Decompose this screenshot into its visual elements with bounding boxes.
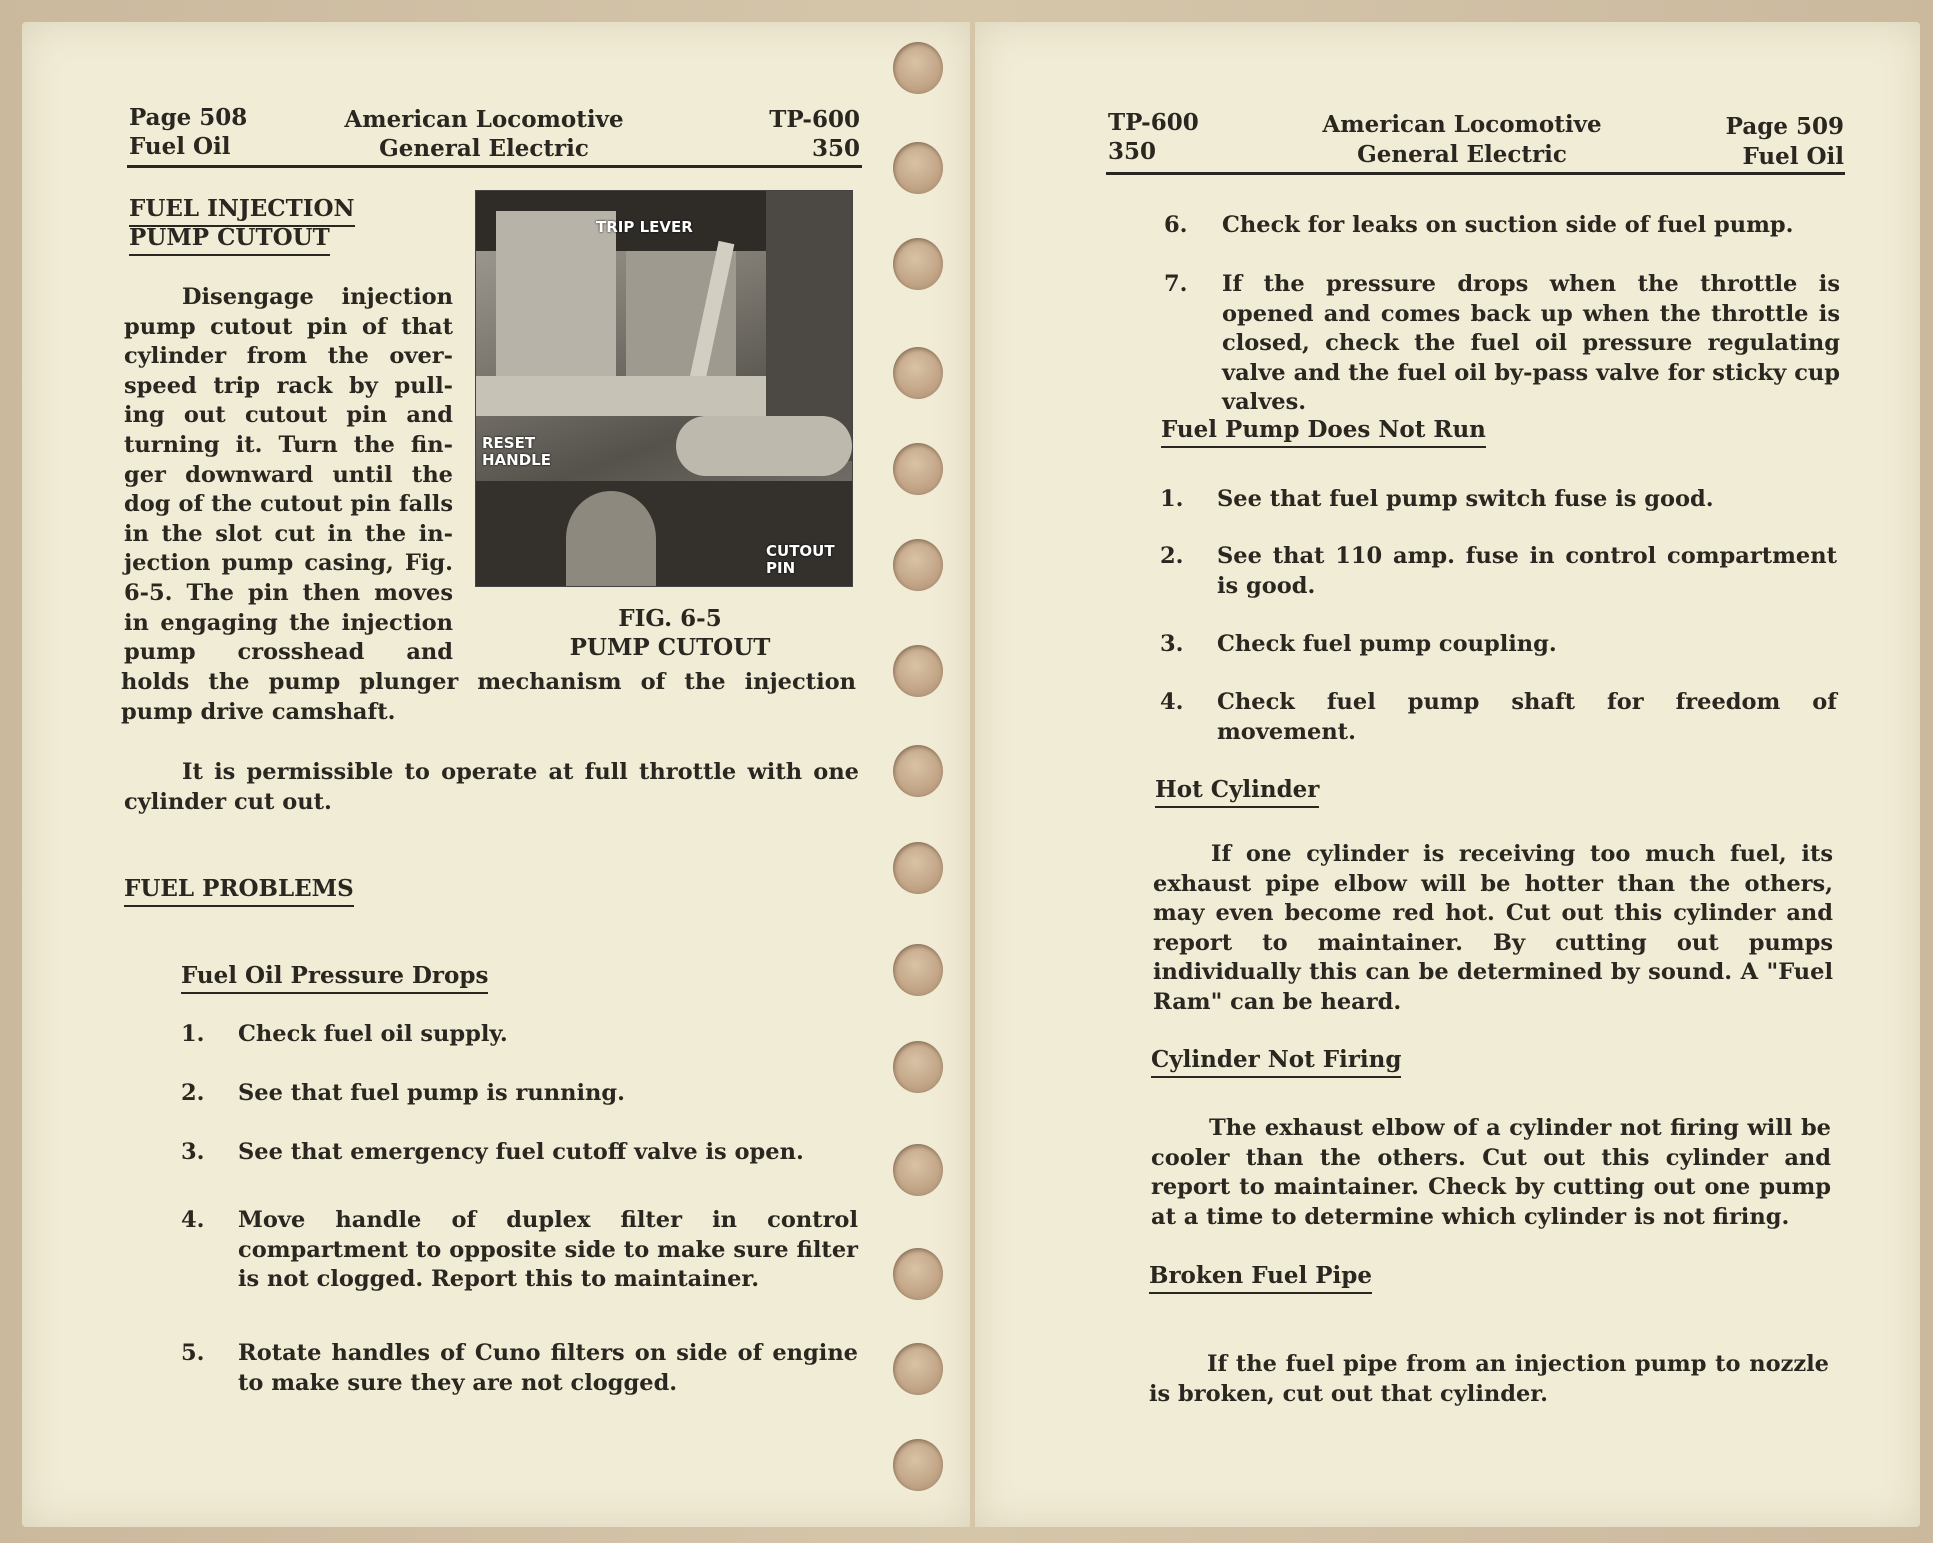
text-line: cylinder from the over-	[124, 343, 453, 370]
text-line: in the slot cut in the in-	[124, 520, 453, 547]
list-item-text: If the pressure drops when the throttle is opened and comes back up when the throttle is closed, check the fuel oil pressure regulating valve and the fuel oil by-pass valve for sticky cup valves.	[1222, 271, 1840, 415]
left-publisher-line2: General Electric	[379, 135, 589, 162]
list-item-text: Check fuel pump shaft for freedom of movement.	[1217, 689, 1837, 745]
right-publisher-line2: General Electric	[1357, 141, 1567, 168]
fuel-injection-heading-line2: PUMP CUTOUT	[129, 223, 330, 256]
text-line: pump crosshead and	[124, 639, 453, 666]
text-line: ing out cutout pin and	[124, 402, 453, 429]
text-line: in engaging the injection	[124, 609, 453, 636]
list-item-text: See that fuel pump is running.	[238, 1080, 625, 1106]
list-item-text: Check fuel pump coupling.	[1217, 631, 1557, 657]
fuel-problems-heading: FUEL PROBLEMS	[124, 874, 354, 907]
label-trip-lever: TRIP LEVER	[596, 218, 693, 236]
left-publisher-line1: American Locomotive	[344, 106, 624, 133]
text-line: jection pump casing, Fig.	[124, 550, 453, 577]
item-number: 6.	[1164, 212, 1188, 238]
list-item-text: See that 110 amp. fuse in control compartment is good.	[1217, 543, 1837, 599]
left-header-rule	[127, 165, 862, 168]
left-section-name: Fuel Oil	[129, 133, 231, 160]
not-firing-heading: Cylinder Not Firing	[1151, 1045, 1401, 1078]
not-firing-paragraph: The exhaust elbow of a cylinder not firing will be cooler than the others. Cut out this cylinder and report to maintainer. Check by cutting out one pump at a time to determine which cylinder is not firing.	[1151, 1115, 1831, 1230]
list-item-text: See that emergency fuel cutoff valve is open.	[238, 1139, 804, 1165]
list-item-text: See that fuel pump switch fuse is good.	[1217, 486, 1714, 512]
text-line: dog of the cutout pin falls	[124, 491, 453, 518]
binding-holes-left	[893, 0, 953, 1543]
broken-pipe-paragraph: If the fuel pipe from an injection pump to nozzle is broken, cut out that cylinder.	[1149, 1351, 1829, 1407]
right-page	[975, 22, 1920, 1527]
pump-cutout-photo	[475, 190, 853, 587]
hot-cylinder-paragraph: If one cylinder is receiving too much fuel, its exhaust pipe elbow will be hotter than the others, may even become red hot. Cut out this cylinder and report to maintainer. By cutting out pumps individually this can be determined by sound. A "Fuel Ram" can be heard.	[1153, 841, 1833, 1015]
fuel-injection-narrow-text	[124, 283, 453, 668]
text-line: turning it. Turn the fin-	[124, 431, 453, 458]
pump-not-run-heading: Fuel Pump Does Not Run	[1161, 415, 1486, 448]
broken-pipe-heading: Broken Fuel Pipe	[1149, 1261, 1372, 1294]
list-item-text: Move handle of duplex filter in control compartment to opposite side to make sure filter is not clogged. Report this to maintainer.	[238, 1207, 858, 1292]
item-number: 2.	[181, 1080, 205, 1106]
label-reset-handle: RESET HANDLE	[482, 434, 551, 469]
hot-cylinder-heading: Hot Cylinder	[1155, 775, 1319, 808]
item-number: 4.	[1160, 689, 1184, 715]
right-model: 350	[1108, 138, 1157, 165]
item-number: 4.	[181, 1207, 205, 1233]
item-number: 2.	[1160, 543, 1184, 569]
text-line: Disengage injection	[182, 284, 453, 310]
permissible-paragraph: It is permissible to operate at full throttle with one cylinder cut out.	[124, 759, 859, 815]
right-section-name: Fuel Oil	[1742, 143, 1844, 170]
figure-number: FIG. 6-5	[618, 605, 722, 632]
item-number: 1.	[1160, 486, 1184, 512]
right-header-rule	[1106, 172, 1845, 175]
label-cutout-pin: CUTOUT PIN	[766, 542, 835, 577]
right-publisher-line1: American Locomotive	[1322, 111, 1602, 138]
fuel-injection-heading-line1: FUEL INJECTION	[129, 194, 355, 227]
list-item-text: Check for leaks on suction side of fuel pump.	[1222, 212, 1794, 238]
item-number: 1.	[181, 1021, 205, 1047]
text-line: pump cutout pin of that	[124, 313, 453, 340]
left-page-number: Page 508	[129, 104, 248, 131]
pressure-drops-heading: Fuel Oil Pressure Drops	[181, 961, 488, 994]
left-doc-code: TP-600	[769, 106, 860, 133]
right-page-number: Page 509	[1725, 113, 1844, 140]
text-line: speed trip rack by pull-	[124, 372, 453, 399]
fuel-injection-wide-text: holds the pump plunger mechanism of the injection pump drive camshaft.	[121, 669, 856, 725]
item-number: 7.	[1164, 271, 1188, 297]
figure-caption: PUMP CUTOUT	[569, 634, 771, 661]
right-doc-code: TP-600	[1108, 109, 1199, 136]
text-line: ger downward until the	[124, 461, 453, 488]
item-number: 3.	[181, 1139, 205, 1165]
item-number: 5.	[181, 1340, 205, 1366]
list-item-text: Rotate handles of Cuno filters on side of engine to make sure they are not clogged.	[238, 1340, 858, 1396]
text-line: 6-5. The pin then moves	[124, 579, 453, 606]
left-model: 350	[811, 135, 860, 162]
list-item-text: Check fuel oil supply.	[238, 1021, 508, 1047]
item-number: 3.	[1160, 631, 1184, 657]
